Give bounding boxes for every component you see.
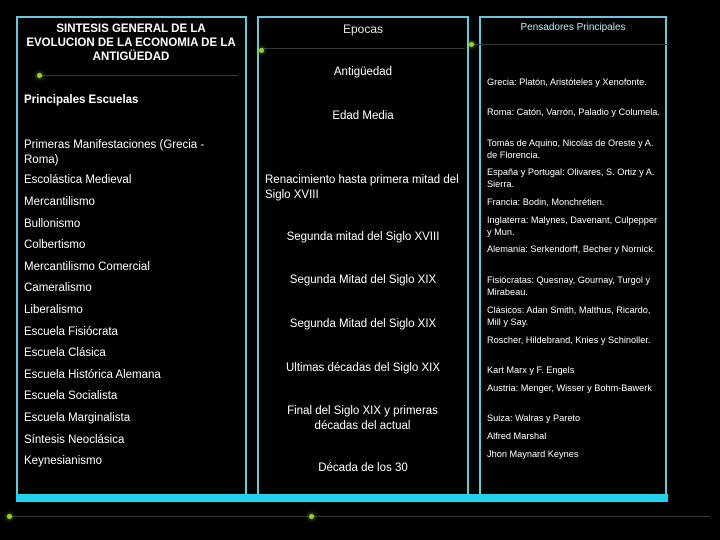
divider-line xyxy=(260,48,465,49)
school-item: Mercantilismo xyxy=(24,196,95,208)
epoch-item: Renacimiento hasta primera mitad del Siglo XVIII xyxy=(265,174,459,201)
thinker-item: Fisiócratas: Quesnay, Gournay, Turgol y Mirabeau. xyxy=(487,275,651,297)
epoch-item: Antigüedad xyxy=(333,66,393,78)
school-item: Escuela Socialista xyxy=(24,390,118,402)
school-item: Bullonismo xyxy=(24,218,81,230)
school-item: Síntesis Neoclásica xyxy=(24,434,125,446)
thinker-item: Tomás de Aquino, Nicolás de Oreste y A. de Florencia. xyxy=(487,138,654,160)
school-item: Keynesianismo xyxy=(24,455,102,467)
thinker-item: Roscher, Hildebrand, Knies y Schinoller. xyxy=(487,335,651,345)
thinker-item: Roma: Catón, Varrón, Paladio y Columela. xyxy=(487,107,660,117)
epoch-item: Final del Siglo XIX y primeras décadas del actual xyxy=(287,405,438,432)
school-item: Escolástica Medieval xyxy=(24,174,132,186)
epoch-item: Edad Media xyxy=(332,110,394,122)
school-item: Escuela Clásica xyxy=(24,347,106,359)
thinker-item: Inglaterra: Malynes, Davenant, Culpepper y Mun. xyxy=(487,215,658,237)
thinker-item: Alfred Marshal xyxy=(487,431,547,441)
thinker-item: España y Portugal: Olivares, S. Ortiz y A. Sierra. xyxy=(487,167,655,189)
thinker-item: Clásicos: Adan Smith, Malthus, Ricardo, Mill y Say. xyxy=(487,305,651,327)
school-item: Cameralismo xyxy=(24,282,92,294)
bottom-accent-bar xyxy=(16,494,668,502)
thinker-item: Francia: Bodin, Monchrétien. xyxy=(487,197,605,207)
school-item: Liberalismo xyxy=(24,304,83,316)
thinker-item: Suiza: Walras y Pareto xyxy=(487,413,581,423)
thinkers-panel xyxy=(479,16,667,496)
section-heading: Principales Escuelas xyxy=(24,94,139,106)
bullet-dot-icon xyxy=(37,73,42,78)
divider-line xyxy=(470,44,668,45)
page-title: SINTESIS GENERAL DE LA EVOLUCION DE LA ECONOMIA DE LA ANTIGÜEDAD xyxy=(26,23,236,63)
school-item: Escuela Histórica Alemana xyxy=(24,369,161,381)
epoch-item: Segunda Mitad del Siglo XIX xyxy=(289,274,437,286)
school-item: Escuela Fisiócrata xyxy=(24,326,118,338)
epoch-item: Segunda Mitad del Siglo XIX xyxy=(289,318,437,330)
thinker-item: Austria: Menger, Wisser y Bohm-Bawerk xyxy=(487,383,652,393)
bullet-dot-icon xyxy=(7,514,12,519)
thinker-item: Grecia: Platón, Aristóteles y Xenofonte. xyxy=(487,77,647,87)
epoch-item: Segunda mitad del Siglo XVIII xyxy=(286,231,440,243)
thinker-item: Kart Marx y F. Engels xyxy=(487,365,575,375)
school-item: Mercantilismo Comercial xyxy=(24,261,150,273)
thinker-item: Alemania: Serkendorff, Becher y Nornick. xyxy=(487,244,656,254)
bullet-dot-icon xyxy=(469,42,474,47)
thinker-item: Jhon Maynard Keynes xyxy=(487,449,579,459)
thinkers-heading: Pensadores Principales xyxy=(520,22,626,33)
school-item: Colbertismo xyxy=(24,239,86,251)
bullet-dot-icon xyxy=(309,514,314,519)
epochs-heading: Epocas xyxy=(342,22,384,36)
bullet-dot-icon xyxy=(259,48,264,53)
epoch-item: Ultimas décadas del Siglo XIX xyxy=(285,362,441,374)
school-item: Escuela Marginalista xyxy=(24,412,131,424)
epoch-item: Década de los 30 xyxy=(318,462,408,474)
divider-line xyxy=(38,75,238,76)
divider-line xyxy=(10,516,710,517)
school-item: Primeras Manifestaciones (Grecia - Roma) xyxy=(24,139,205,166)
